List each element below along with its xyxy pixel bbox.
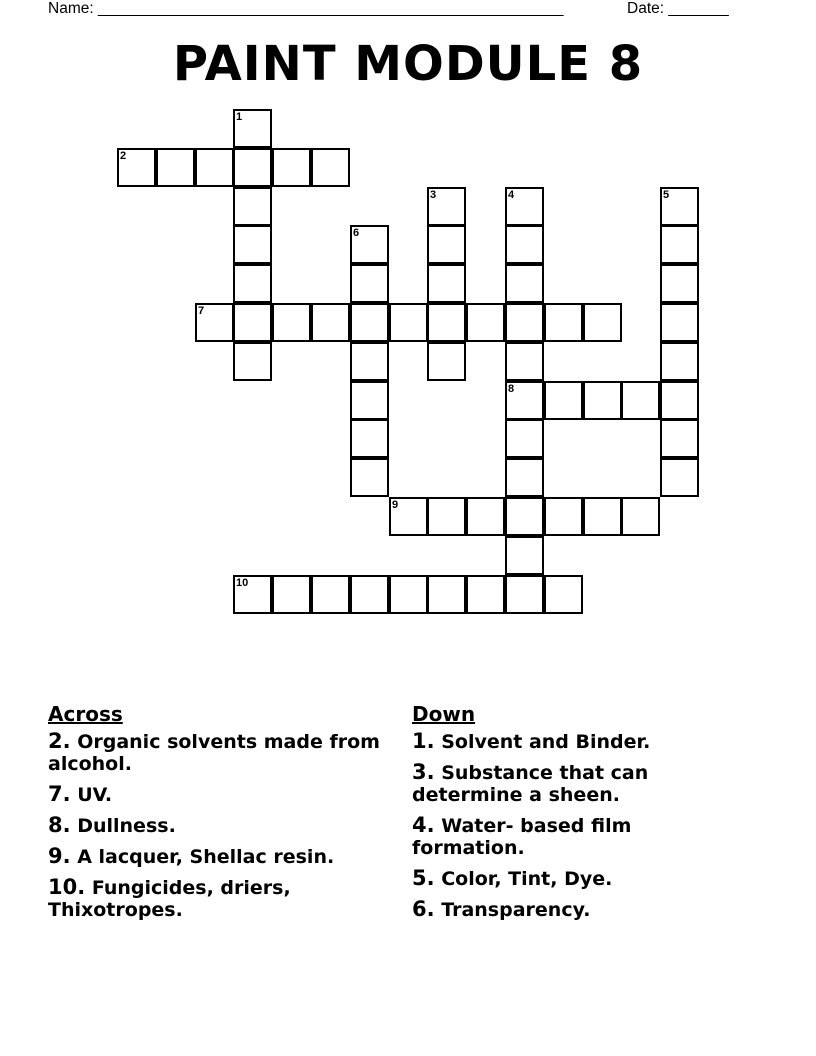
grid-cell[interactable] (427, 225, 466, 264)
grid-cell[interactable] (660, 187, 699, 226)
grid-cell[interactable] (544, 303, 583, 342)
grid-cell[interactable] (311, 303, 350, 342)
across-clue-9 (48, 845, 393, 868)
clue-number-label: 10 (236, 577, 249, 589)
across-clue-10 (48, 876, 393, 921)
grid-cell[interactable] (505, 303, 544, 342)
clue-text: Organic solvents made from alcohol. (48, 731, 380, 775)
down-heading: Down (412, 702, 476, 726)
page-title: PAINT MODULE 8 (172, 36, 644, 92)
down-clue-4 (412, 814, 722, 859)
grid-cell[interactable] (272, 575, 311, 614)
grid-cell[interactable] (233, 342, 272, 381)
grid-cell[interactable] (350, 342, 389, 381)
grid-cell[interactable] (272, 303, 311, 342)
clue-text: Solvent and Binder. (434, 731, 651, 753)
across-clue-8 (48, 814, 393, 837)
across-heading: Across (48, 702, 123, 726)
grid-cell[interactable] (544, 497, 583, 536)
clue-text: A lacquer, Shellac resin. (70, 846, 335, 868)
grid-cell[interactable] (544, 575, 583, 614)
grid-cell[interactable] (505, 225, 544, 264)
clue-number: 3. (412, 760, 435, 784)
grid-cell[interactable] (621, 381, 660, 420)
clue-number-label: 3 (430, 189, 437, 201)
grid-cell[interactable] (427, 342, 466, 381)
grid-cell[interactable] (660, 381, 699, 420)
grid-cell[interactable] (272, 148, 311, 187)
grid-cell[interactable] (660, 264, 699, 303)
grid-cell[interactable] (233, 303, 272, 342)
grid-cell[interactable] (505, 419, 544, 458)
clue-number: 6. (412, 897, 435, 921)
grid-cell[interactable] (427, 264, 466, 303)
clue-text: Transparency. (434, 899, 591, 921)
clue-number: 9. (48, 844, 71, 868)
clue-number: 10. (48, 875, 86, 899)
grid-cell[interactable] (233, 575, 272, 614)
grid-cell[interactable] (350, 264, 389, 303)
grid-cell[interactable] (195, 148, 234, 187)
grid-cell[interactable] (583, 381, 622, 420)
grid-cell[interactable] (466, 497, 505, 536)
clue-number: 7. (48, 782, 71, 806)
grid-cell[interactable] (233, 187, 272, 226)
clue-number-label: 5 (663, 189, 670, 201)
grid-cell[interactable] (427, 187, 466, 226)
grid-cell[interactable] (389, 303, 428, 342)
grid-cell[interactable] (621, 497, 660, 536)
grid-cell[interactable] (156, 148, 195, 187)
grid-cell[interactable] (389, 575, 428, 614)
grid-cell[interactable] (233, 109, 272, 148)
clue-number-label: 6 (353, 227, 360, 239)
grid-cell[interactable] (427, 303, 466, 342)
grid-cell[interactable] (350, 575, 389, 614)
clue-text: Dullness. (70, 815, 176, 837)
clue-number: 8. (48, 813, 71, 837)
down-clue-5 (412, 867, 722, 890)
grid-cell[interactable] (389, 497, 428, 536)
grid-cell[interactable] (311, 575, 350, 614)
down-clues (412, 700, 722, 929)
clue-text: Color, Tint, Dye. (434, 868, 613, 890)
grid-cell[interactable] (505, 497, 544, 536)
clue-text: UV. (70, 784, 113, 806)
grid-cell[interactable] (350, 458, 389, 497)
clue-text: Water- based film formation. (412, 815, 632, 859)
grid-cell[interactable] (660, 225, 699, 264)
date-field-label: Date: _______ (627, 0, 729, 17)
clue-number-label: 7 (198, 305, 205, 317)
grid-cell[interactable] (350, 225, 389, 264)
down-clue-3 (412, 761, 722, 806)
grid-cell[interactable] (505, 536, 544, 575)
grid-cell[interactable] (350, 303, 389, 342)
grid-cell[interactable] (117, 148, 156, 187)
grid-cell[interactable] (466, 303, 505, 342)
grid-cell[interactable] (505, 458, 544, 497)
grid-cell[interactable] (233, 264, 272, 303)
clue-number: 2. (48, 729, 71, 753)
grid-cell[interactable] (233, 148, 272, 187)
grid-cell[interactable] (466, 575, 505, 614)
grid-cell[interactable] (583, 303, 622, 342)
grid-cell[interactable] (583, 497, 622, 536)
clue-text: Substance that can determine a sheen. (412, 762, 649, 806)
grid-cell[interactable] (660, 303, 699, 342)
clue-text: Fungicides, driers, Thixotropes. (48, 877, 291, 921)
grid-cell[interactable] (660, 419, 699, 458)
clue-number-label: 4 (508, 189, 515, 201)
grid-cell[interactable] (311, 148, 350, 187)
grid-cell[interactable] (233, 225, 272, 264)
name-field-label: Name: ______________________________________________________ (48, 0, 564, 17)
grid-cell[interactable] (350, 381, 389, 420)
down-clue-6 (412, 898, 722, 921)
grid-cell[interactable] (544, 381, 583, 420)
grid-cell[interactable] (660, 342, 699, 381)
across-clue-2 (48, 730, 393, 775)
across-clue-7 (48, 783, 393, 806)
grid-cell[interactable] (505, 264, 544, 303)
grid-cell[interactable] (195, 303, 234, 342)
clue-number-label: 2 (120, 150, 127, 162)
clue-number-label: 8 (508, 383, 515, 395)
clue-number-label: 9 (392, 499, 399, 511)
grid-cell[interactable] (350, 419, 389, 458)
clue-number: 4. (412, 813, 435, 837)
grid-cell[interactable] (660, 458, 699, 497)
clue-number-label: 1 (236, 111, 243, 123)
grid-cell[interactable] (505, 575, 544, 614)
grid-cell[interactable] (505, 381, 544, 420)
grid-cell[interactable] (427, 575, 466, 614)
clue-number: 1. (412, 729, 435, 753)
grid-cell[interactable] (427, 497, 466, 536)
clue-number: 5. (412, 866, 435, 890)
down-clue-1 (412, 730, 722, 753)
across-clues (48, 700, 393, 929)
grid-cell[interactable] (505, 342, 544, 381)
grid-cell[interactable] (505, 187, 544, 226)
